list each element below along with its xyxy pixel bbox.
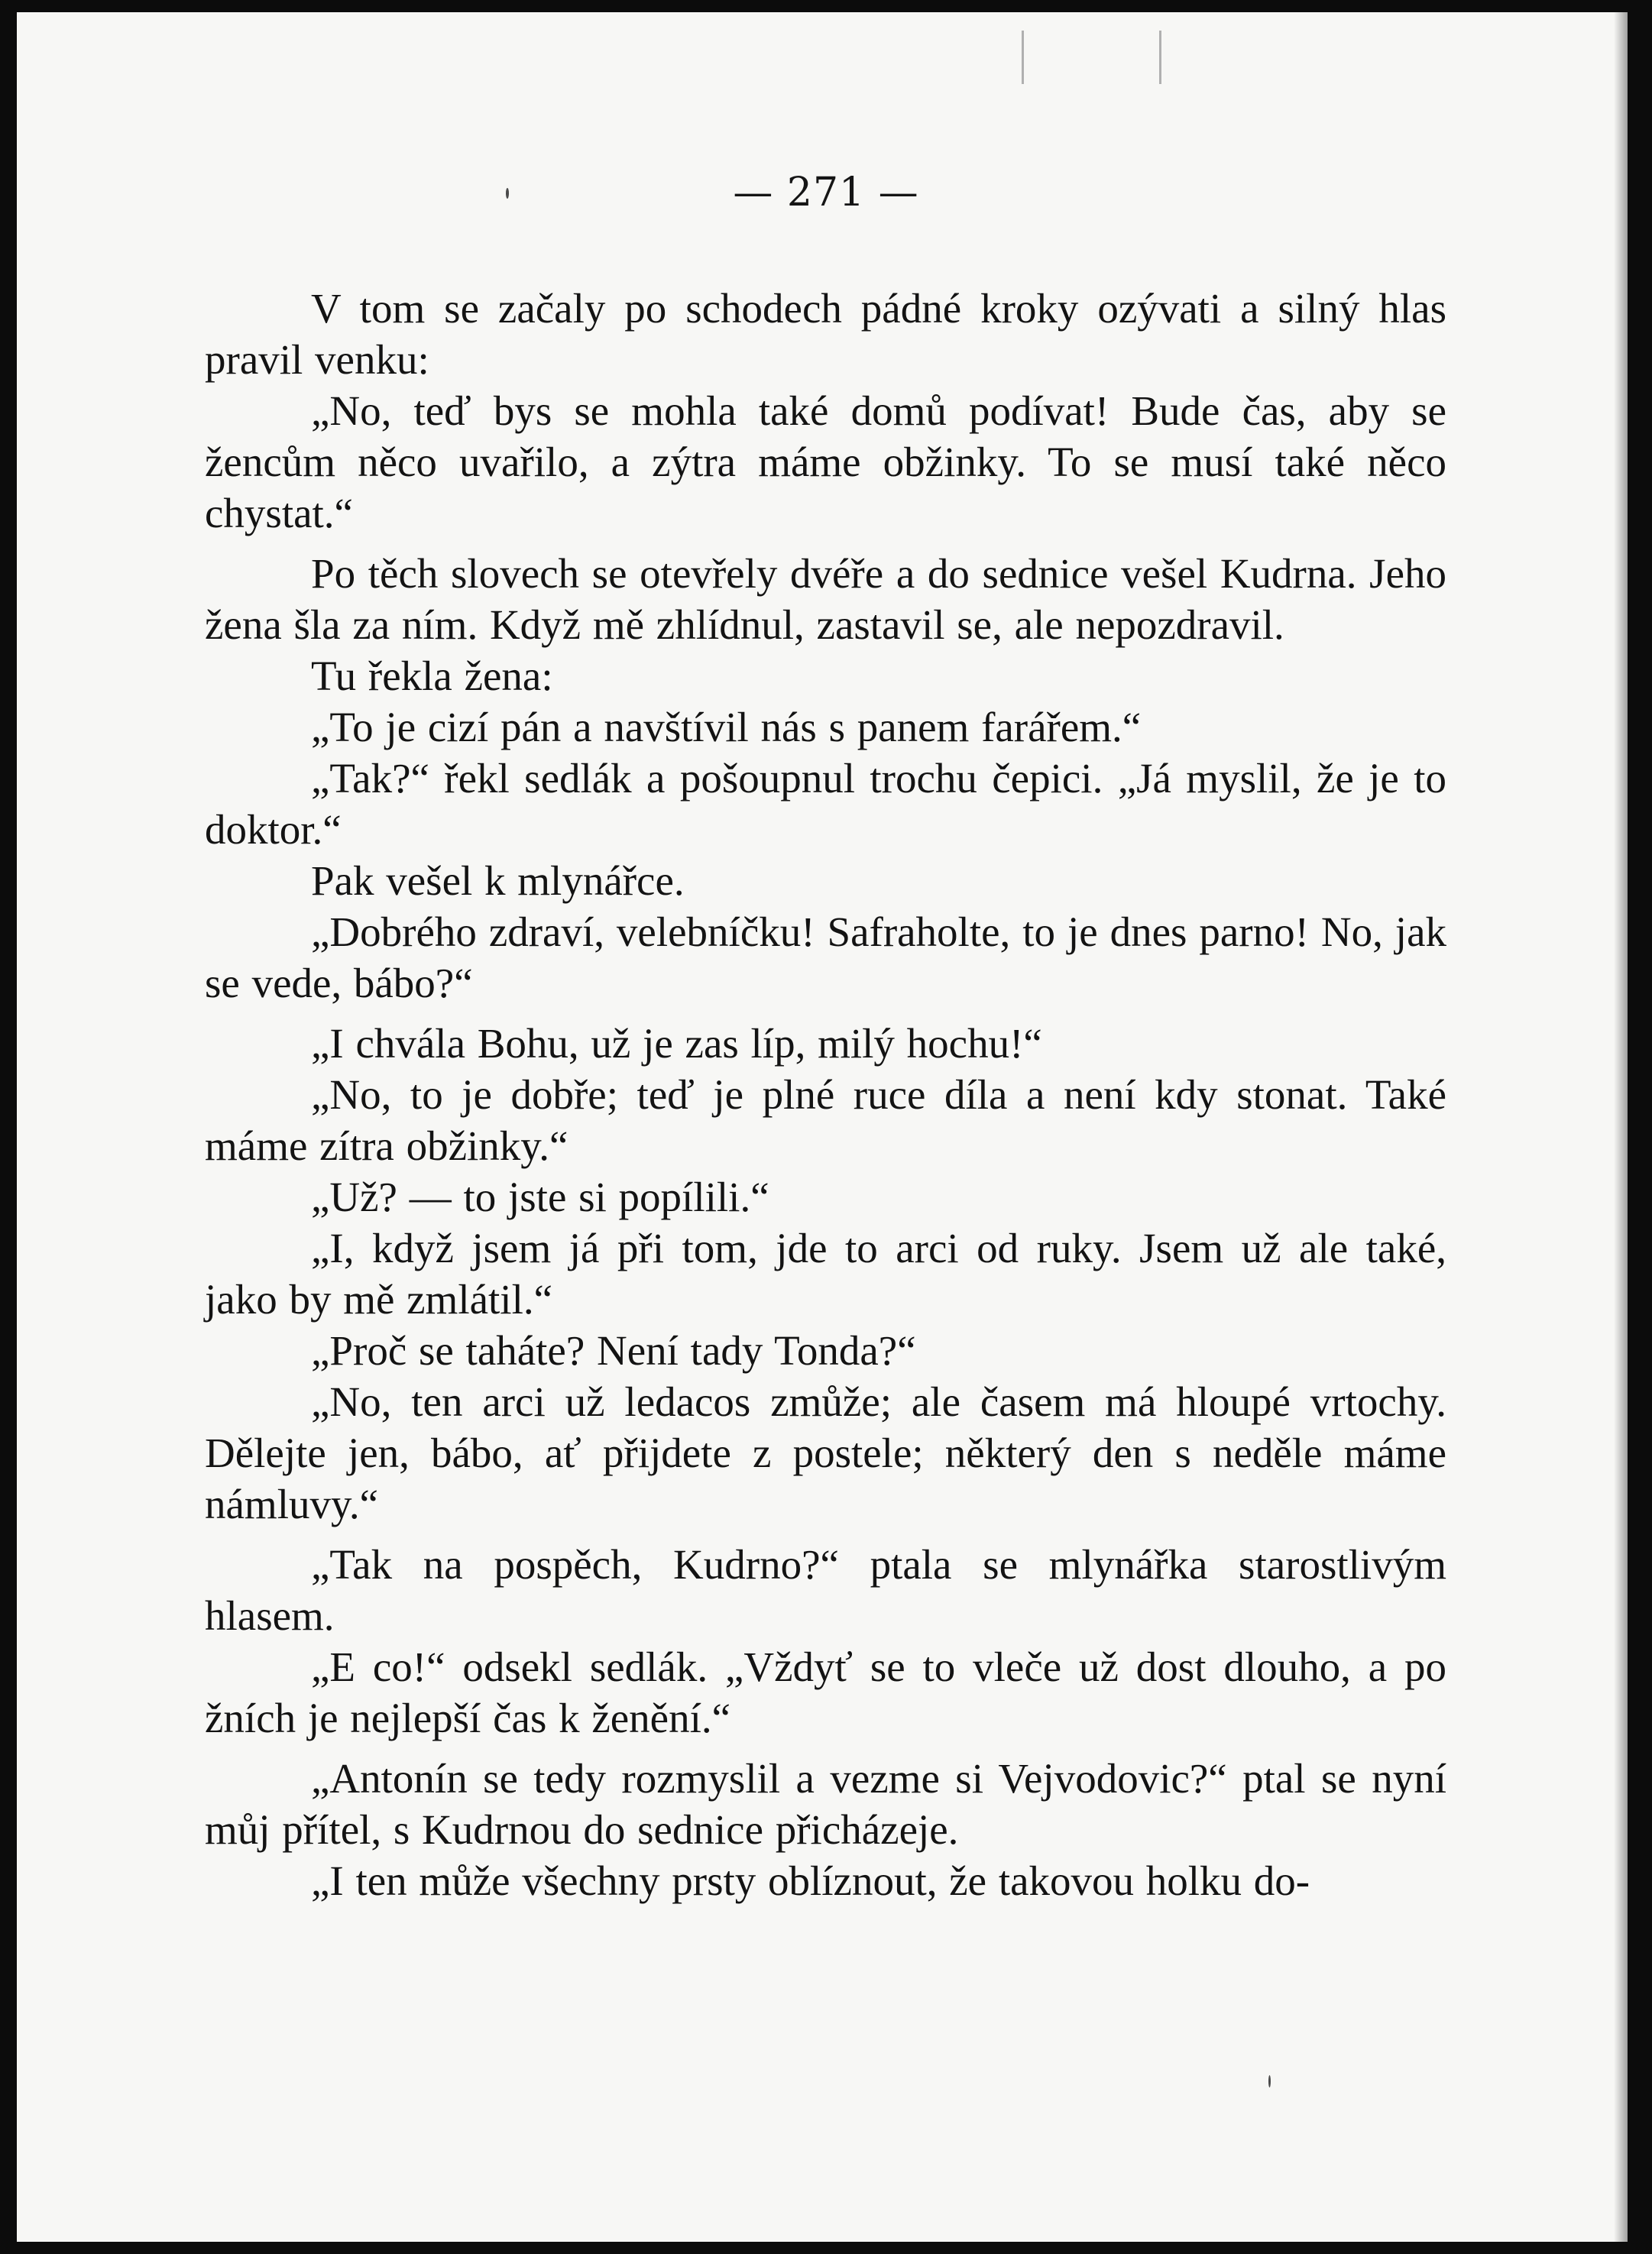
scan-artifact — [1268, 2075, 1271, 2087]
paragraph: „E co!“ odsekl sedlák. „Vždyť se to vleče už dost dlouho, a po žních je nejlepší čas k ženění.“ — [205, 1644, 1446, 1741]
paragraph: „Tak na pospěch, Kudrno?“ ptala se mlynářka starostlivým hlasem. — [205, 1541, 1446, 1639]
paragraph: „I ten může všechny prsty oblíznout, že takovou holku do- — [311, 1857, 1310, 1904]
paragraph: „No, teď bys se mohla také domů podívat! Bude čas, aby se žencům něco uvařilo, a zýtra máme obžinky. To se musí také něco chystat.“ — [205, 387, 1446, 536]
paragraph: „Tak?“ řekl sedlák a pošoupnul trochu čepici. „Já myslil, že je to doktor.“ — [205, 755, 1446, 853]
scan-artifact — [1022, 31, 1024, 84]
paragraph: „Antonín se tedy rozmyslil a vezme si Vejvodovic?“ ptal se nyní můj přítel, s Kudrnou do sednice přicházeje. — [205, 1755, 1446, 1853]
paragraph: „I chvála Bohu, už je zas líp, milý hochu!“ — [311, 1020, 1042, 1067]
page-number: — 271 — — [733, 170, 919, 215]
paragraph: „No, to je dobře; teď je plné ruce díla a není kdy stonat. Také máme zítra obžinky.“ — [205, 1071, 1446, 1169]
paragraph: „To je cizí pán a navštívil nás s panem farářem.“ — [311, 704, 1142, 750]
page-edge-shadow — [1614, 12, 1628, 2242]
paragraph: Pak vešel k mlynářce. — [311, 857, 685, 904]
body-text — [205, 283, 1446, 1906]
paragraph: „Proč se taháte? Není tady Tonda?“ — [311, 1327, 916, 1374]
paragraph: Po těch slovech se otevřely dvéře a do sednice vešel Kudrna. Jeho žena šla za ním. Když mě zhlídnul, zastavil se, ale nepozdravil. — [205, 550, 1446, 648]
paragraph: „Dobrého zdraví, velebníčku! Safraholte, to je dnes parno! No, jak se vede, bábo?“ — [205, 908, 1446, 1006]
paragraph: „No, ten arci už ledacos zmůže; ale časem má hloupé vrtochy. Dělejte jen, bábo, ať přijdete z postele; některý den s neděle máme námluvy.“ — [205, 1378, 1446, 1527]
paragraph: Tu řekla žena: — [311, 653, 553, 699]
paragraph: „I, když jsem já při tom, jde to arci od ruky. Jsem už ale také, jako by mě zmlátil.“ — [205, 1225, 1446, 1323]
scan-artifact — [1159, 31, 1161, 84]
paragraph: „Už? — to jste si popílili.“ — [311, 1174, 769, 1220]
paragraph: V tom se začaly po schodech pádné kroky ozývati a silný hlas pravil venku: — [205, 285, 1446, 383]
